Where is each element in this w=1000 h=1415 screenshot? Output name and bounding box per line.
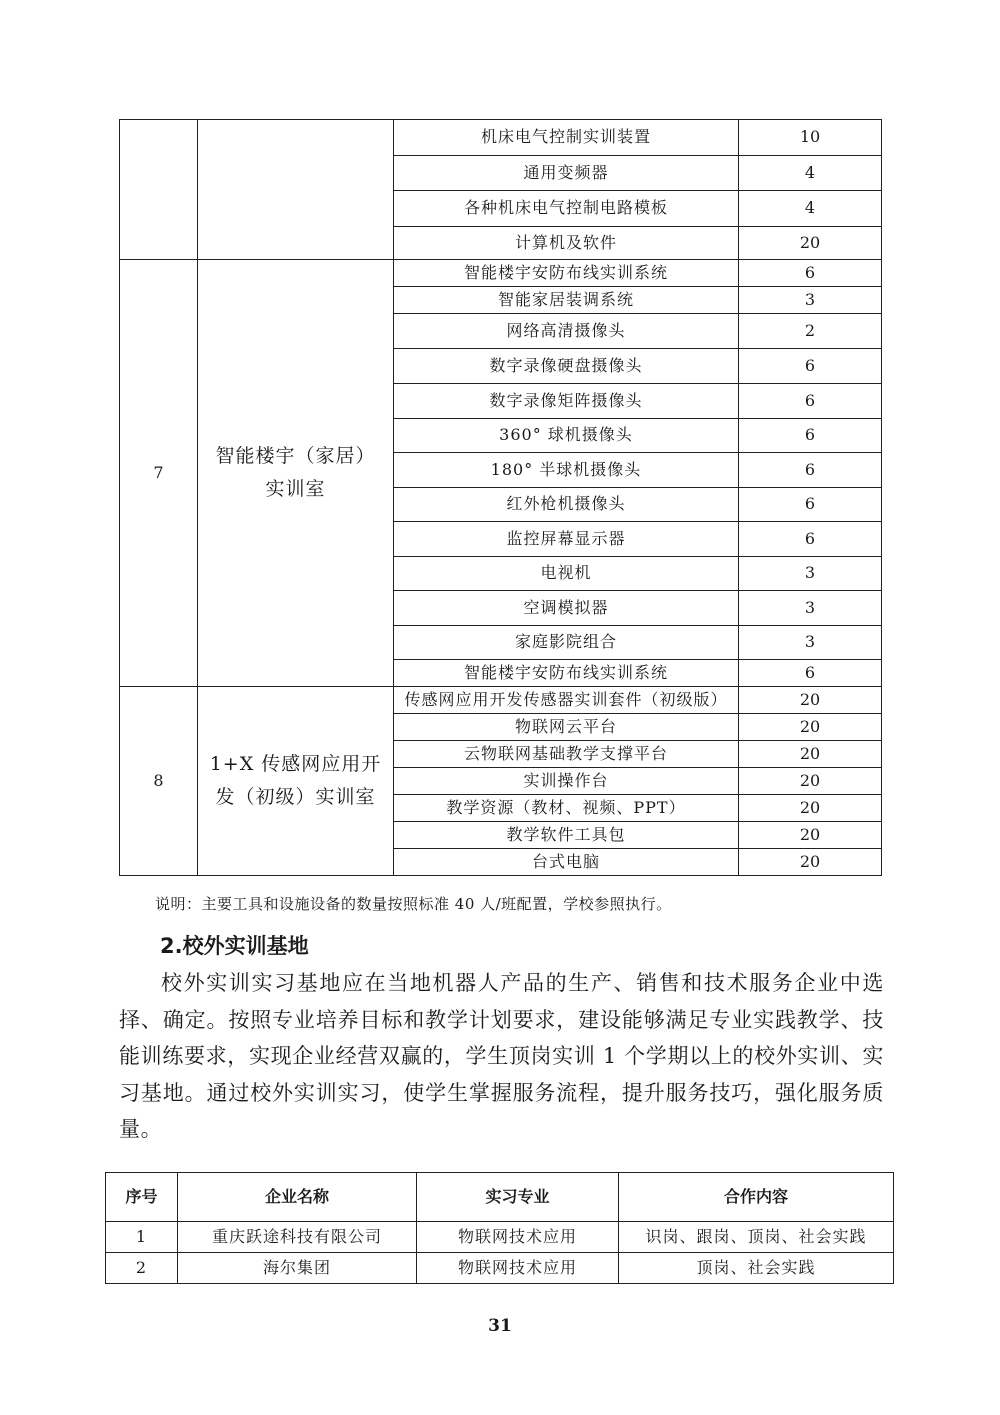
equipment-qty: 4: [739, 156, 882, 191]
equipment-qty: 20: [739, 768, 882, 795]
table-cell: 物联网技术应用: [417, 1222, 619, 1253]
equipment-name: 智能家居装调系统: [394, 287, 739, 314]
column-header: 企业名称: [178, 1173, 417, 1222]
equipment-name: 智能楼宇安防布线实训系统: [394, 660, 739, 687]
training-room-name: 智能楼宇（家居）实训室: [198, 260, 394, 687]
equipment-qty: 6: [739, 453, 882, 488]
table-cell: 顶岗、社会实践: [619, 1253, 894, 1284]
equipment-name: 智能楼宇安防布线实训系统: [394, 260, 739, 287]
equipment-name: 计算机及软件: [394, 227, 739, 260]
equipment-name: 电视机: [394, 557, 739, 591]
column-header: 序号: [106, 1173, 178, 1222]
equipment-name: 台式电脑: [394, 849, 739, 876]
section-heading: 2.校外实训基地: [160, 934, 309, 958]
equipment-name: 网络高清摄像头: [394, 314, 739, 349]
equipment-qty: 6: [739, 260, 882, 287]
table-row: [120, 120, 882, 156]
cooperation-table: [105, 1172, 894, 1284]
equipment-name: 180° 半球机摄像头: [394, 453, 739, 488]
equipment-table: [119, 119, 882, 876]
equipment-name: 数字录像矩阵摄像头: [394, 384, 739, 419]
equipment-qty: 20: [739, 714, 882, 741]
equipment-qty: 20: [739, 687, 882, 714]
table-cell: 海尔集团: [178, 1253, 417, 1284]
empty-room-cell: [198, 120, 394, 260]
equipment-name: 360° 球机摄像头: [394, 419, 739, 453]
equipment-qty: 6: [739, 384, 882, 419]
equipment-qty: 3: [739, 626, 882, 660]
equipment-qty: 20: [739, 822, 882, 849]
equipment-qty: 3: [739, 591, 882, 626]
table-row: [106, 1222, 894, 1253]
table-row: [120, 260, 882, 287]
equipment-name: 数字录像硬盘摄像头: [394, 349, 739, 384]
group-number: 7: [120, 260, 198, 687]
equipment-qty: 6: [739, 349, 882, 384]
equipment-qty: 6: [739, 522, 882, 557]
table-cell: 2: [106, 1253, 178, 1284]
body-paragraph: 校外实训实习基地应在当地机器人产品的生产、销售和技术服务企业中选择、确定。按照专业培养目标和教学计划要求，建设能够满足专业实践教学、技能训练要求，实现企业经营双赢的，学生顶岗实训 1 个学期以上的校外实训、实习基地。通过校外实训实习，使学生掌握服务流程，提升服务技巧，强化服务质量。: [119, 971, 884, 1141]
equipment-name: 传感网应用开发传感器实训套件（初级版）: [394, 687, 739, 714]
empty-no-cell: [120, 120, 198, 260]
table-row: [120, 687, 882, 714]
page-number: 31: [488, 1316, 512, 1336]
equipment-name: 各种机床电气控制电路模板: [394, 191, 739, 227]
equipment-qty: 2: [739, 314, 882, 349]
equipment-name: 物联网云平台: [394, 714, 739, 741]
table-header-row: [106, 1173, 894, 1222]
equipment-qty: 6: [739, 419, 882, 453]
equipment-qty: 3: [739, 287, 882, 314]
equipment-name: 教学资源（教材、视频、PPT）: [394, 795, 739, 822]
equipment-name: 机床电气控制实训装置: [394, 120, 739, 156]
table-row: [106, 1253, 894, 1284]
equipment-name: 实训操作台: [394, 768, 739, 795]
equipment-name: 教学软件工具包: [394, 822, 739, 849]
table-cell: 物联网技术应用: [417, 1253, 619, 1284]
equipment-qty: 6: [739, 488, 882, 522]
equipment-name: 通用变频器: [394, 156, 739, 191]
column-header: 合作内容: [619, 1173, 894, 1222]
equipment-name: 云物联网基础教学支撑平台: [394, 741, 739, 768]
equipment-name: 空调模拟器: [394, 591, 739, 626]
training-room-name: 1+X 传感网应用开发（初级）实训室: [198, 687, 394, 876]
equipment-qty: 20: [739, 795, 882, 822]
equipment-qty: 4: [739, 191, 882, 227]
table-cell: 重庆跃途科技有限公司: [178, 1222, 417, 1253]
equipment-qty: 6: [739, 660, 882, 687]
equipment-qty: 10: [739, 120, 882, 156]
column-header: 实习专业: [417, 1173, 619, 1222]
table-note: 说明：主要工具和设施设备的数量按照标准 40 人/班配置，学校参照执行。: [155, 895, 672, 913]
equipment-qty: 20: [739, 741, 882, 768]
table-cell: 识岗、跟岗、顶岗、社会实践: [619, 1222, 894, 1253]
table-cell: 1: [106, 1222, 178, 1253]
equipment-name: 监控屏幕显示器: [394, 522, 739, 557]
equipment-qty: 3: [739, 557, 882, 591]
group-number: 8: [120, 687, 198, 876]
equipment-qty: 20: [739, 227, 882, 260]
equipment-name: 家庭影院组合: [394, 626, 739, 660]
equipment-qty: 20: [739, 849, 882, 876]
equipment-name: 红外枪机摄像头: [394, 488, 739, 522]
